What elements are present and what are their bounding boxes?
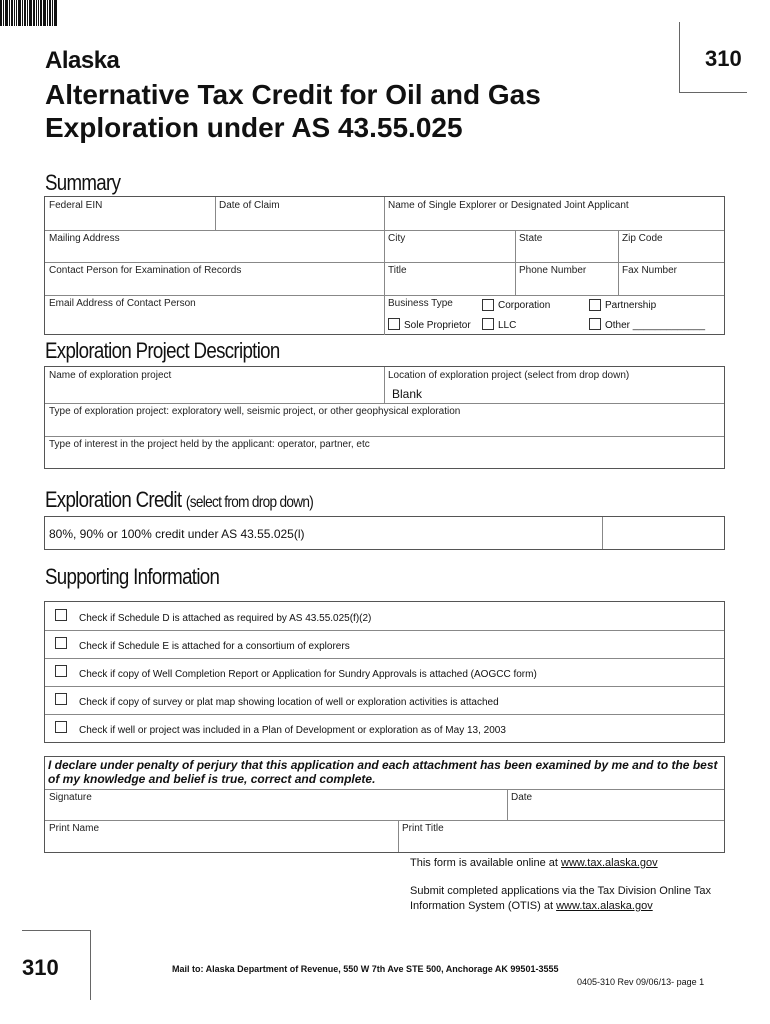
page-title (45, 78, 645, 144)
explorer-name-field[interactable]: Name of Single Explorer or Designated Joint Applicant (388, 200, 629, 211)
credit-heading-title: Exploration Credit (45, 487, 182, 512)
form-number-bottom: 310 (22, 955, 59, 980)
city-field[interactable]: City (388, 233, 406, 244)
mailing-address-footer: Mail to: Alaska Department of Revenue, 550 W 7th Ave STE 500, Anchorage AK 99501-3555 (172, 964, 559, 974)
llc-checkbox[interactable] (482, 318, 494, 330)
supporting-box (44, 601, 725, 743)
online-availability-text (410, 856, 658, 871)
summary-heading: Summary (45, 170, 121, 195)
revision-label: 0405-310 Rev 09/06/13- page 1 (577, 977, 705, 987)
submit-line2-prefix: Information System (OTIS) at (410, 900, 557, 912)
credit-heading-note: (select from drop down) (185, 494, 314, 511)
project-box (44, 366, 725, 469)
project-location-label: Location of exploration project (select from drop down) (388, 370, 630, 381)
page-title-line2: Exploration under AS 43.55.025 (45, 112, 463, 143)
phone-field[interactable]: Phone Number (519, 265, 587, 276)
schedule-e-checkbox[interactable] (55, 637, 67, 649)
signature-field[interactable]: Signature (49, 792, 92, 803)
submit-line1: Submit completed applications via the Tax Division Online Tax (410, 885, 712, 897)
page-title-line1: Alternative Tax Credit for Oil and Gas (45, 79, 541, 110)
mailing-address-field[interactable]: Mailing Address (49, 233, 120, 244)
credit-heading (45, 487, 313, 513)
business-type-label: Business Type (388, 298, 453, 309)
form-number-top: 310 (705, 46, 742, 71)
well-report-checkbox[interactable] (55, 665, 67, 677)
print-name-field[interactable]: Print Name (49, 823, 100, 834)
barcode (0, 0, 70, 26)
state-field[interactable]: State (519, 233, 543, 244)
schedule-d-checkbox[interactable] (55, 609, 67, 621)
declaration-text: I declare under penalty of perjury that this application and each attachment has been examined by me and to the best of my knowledge and belief is true, correct and complete. (48, 758, 718, 786)
project-type-field[interactable]: Type of exploration project: exploratory well, seismic project, or other geophysical exploration (49, 406, 461, 417)
survey-map-checkbox[interactable] (55, 693, 67, 705)
otis-website-link[interactable]: www.tax.alaska.gov (556, 900, 653, 912)
submit-line2 (410, 899, 711, 914)
plan-of-development-checkbox[interactable] (55, 721, 67, 733)
project-name-field[interactable]: Name of exploration project (49, 370, 172, 381)
title-field[interactable]: Title (388, 265, 407, 276)
corporation-label: Corporation (498, 300, 551, 311)
plan-of-development-label: Check if well or project was included in a Plan of Development or exploration as of May 13, 2003 (79, 725, 506, 736)
other-checkbox[interactable] (589, 318, 601, 330)
summary-box (44, 196, 725, 335)
schedule-d-label: Check if Schedule D is attached as required by AS 43.55.025(f)(2) (79, 613, 372, 624)
date-field[interactable]: Date (511, 792, 533, 803)
partnership-checkbox[interactable] (589, 299, 601, 311)
header-divider-horizontal (679, 92, 747, 93)
fax-field[interactable]: Fax Number (622, 265, 678, 276)
other-label[interactable]: Other _____________ (605, 320, 706, 331)
project-heading: Exploration Project Description (45, 338, 280, 363)
submit-instructions-text (410, 884, 711, 914)
header-divider-vertical (679, 22, 680, 92)
corporation-checkbox[interactable] (482, 299, 494, 311)
footer-divider-horizontal (22, 930, 90, 931)
interest-type-field[interactable]: Type of interest in the project held by the applicant: operator, partner, etc (49, 439, 370, 450)
tax-website-link[interactable]: www.tax.alaska.gov (561, 857, 658, 869)
email-field[interactable]: Email Address of Contact Person (49, 298, 196, 309)
credit-box (44, 516, 725, 550)
sole-proprietor-label: Sole Proprietor (404, 320, 471, 331)
sole-proprietor-checkbox[interactable] (388, 318, 400, 330)
survey-map-label: Check if copy of survey or plat map showing location of well or exploration activities is attached (79, 697, 499, 708)
partnership-label: Partnership (605, 300, 657, 311)
state-title: Alaska (45, 47, 120, 74)
contact-person-field[interactable]: Contact Person for Examination of Records (49, 265, 242, 276)
credit-dropdown[interactable]: 80%, 90% or 100% credit under AS 43.55.025(l) (49, 527, 305, 541)
federal-ein-field[interactable]: Federal EIN (49, 200, 103, 211)
schedule-e-label: Check if Schedule E is attached for a consortium of explorers (79, 641, 350, 652)
well-report-label: Check if copy of Well Completion Report or Application for Sundry Approvals is attached (AOGCC form) (79, 669, 537, 680)
llc-label: LLC (498, 320, 517, 331)
supporting-heading: Supporting Information (45, 564, 220, 589)
print-title-field[interactable]: Print Title (402, 823, 444, 834)
date-of-claim-field[interactable]: Date of Claim (219, 200, 280, 211)
footer-divider-vertical (90, 930, 91, 1000)
zip-code-field[interactable]: Zip Code (622, 233, 663, 244)
project-location-dropdown[interactable]: Blank (392, 387, 423, 401)
online-prefix: This form is available online at (410, 857, 562, 869)
